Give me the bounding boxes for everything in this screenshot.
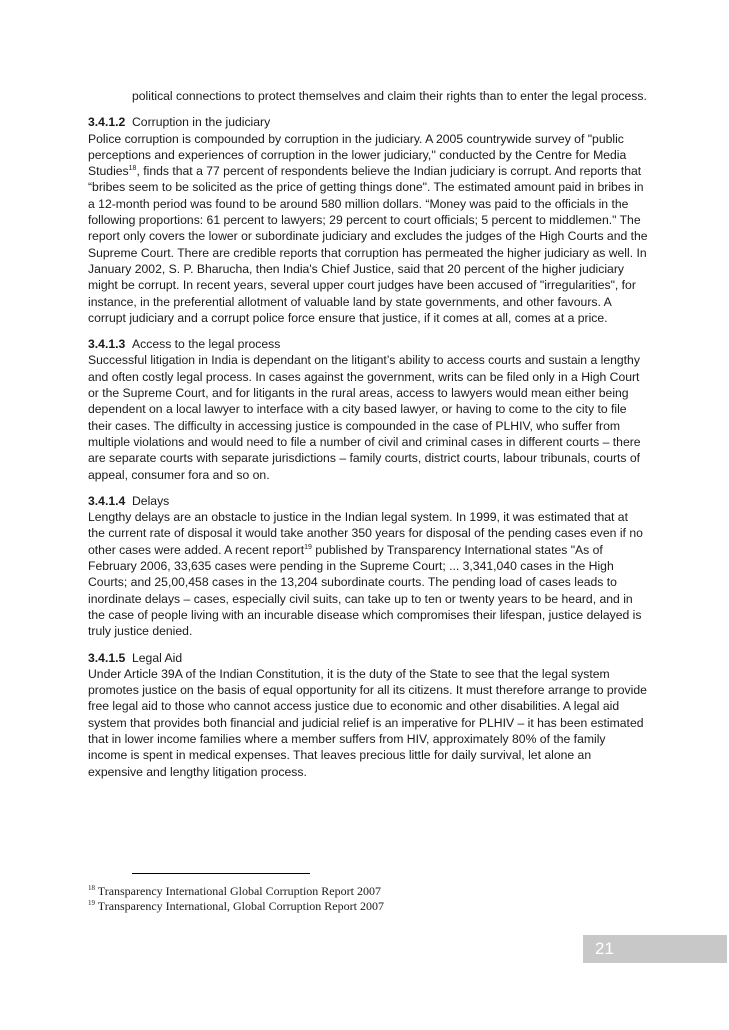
section-number: 3.4.1.2 — [88, 115, 126, 130]
paragraph-text: Police corruption is compounded by corruption in the judiciary. A 2005 countrywide survey of "public perceptions and experiences of corruption in the lower judiciary,'' conducted by the Centre for Media Studies — [88, 131, 627, 179]
section-paragraph — [88, 509, 648, 639]
section-number: 3.4.1.3 — [88, 337, 126, 352]
page-number: 21 — [595, 939, 614, 958]
section-heading — [88, 650, 648, 666]
section-title: Legal Aid — [132, 650, 183, 665]
page-number-box — [583, 935, 727, 963]
section-title: Access to the legal process — [132, 337, 281, 352]
footnote-item — [88, 884, 648, 899]
section-legal-aid — [88, 650, 648, 780]
section-title: Delays — [132, 493, 170, 508]
section-paragraph: Successful litigation in India is dependant on the litigant’s ability to access courts and sustain a lengthy and often costly legal process. In cases against the government, writs can be filed only in a High Court or the Supreme Court, and for litigants in the rural areas, access to lawyers would mean either being dependent on a local lawyer to interface with a city based lawyer, or having to come to the city to file their cases. The difficulty in accessing justice is compounded in the case of PLHIV, who suffer from multiple violations and would need to file a number of civil and criminal cases in different courts – there are separate courts with separate jurisdictions – family courts, district courts, labour tribunals, courts of appeal, consumer fora and so on. — [88, 353, 641, 482]
footnote-text: Transparency International, Global Corruption Report 2007 — [95, 899, 384, 913]
section-access-legal-process — [88, 336, 648, 483]
section-number: 3.4.1.5 — [88, 650, 126, 665]
footnotes — [88, 884, 648, 914]
intro-paragraph: political connections to protect themselves and claim their rights than to enter the legal process. — [132, 89, 647, 103]
section-heading — [88, 114, 648, 130]
footnote-ref[interactable]: 19 — [304, 543, 312, 551]
section-paragraph: Under Article 39A of the Indian Constitution, it is the duty of the State to see that the legal system promotes justice on the basis of equal opportunity for all its citizens. It must therefore arrange to provide free legal aid to those who cannot access justice due to economic and other disabilities. A legal aid system that provides both financial and judicial relief is an imperative for PLHIV – it has been estimated that in lower income families where a member suffers from HIV, approximately 80% of the family income is spent in medical expenses. That leaves precious little for daily survival, let alone an expensive and lengthy litigation process. — [88, 666, 647, 779]
section-delays — [88, 493, 648, 640]
section-paragraph — [88, 131, 648, 327]
section-corruption-judiciary — [88, 114, 648, 326]
section-heading — [88, 493, 648, 509]
footnote-divider — [132, 873, 310, 874]
section-title: Corruption in the judiciary — [132, 115, 271, 130]
footnote-item — [88, 899, 648, 914]
footnote-number: 18 — [88, 884, 95, 892]
footnote-text: Transparency International Global Corruption Report 2007 — [95, 884, 381, 898]
paragraph-text: Lengthy delays are an obstacle to justice in the Indian legal system. In 1999, it was estimated that at the current rate of disposal it would take another 350 years for disposal of the pending cases even if no other cases were added. A recent report — [88, 510, 643, 557]
paragraph-text: published by Transparency International states "As of February 2006, 33,635 cases were pending in the Supreme Court; ... 3,341,040 cases in the High Courts; and 25,00,458 cases in the 13,204 subordinate courts. The pending load of cases leads to inordinate delays – cases, especially civil suits, can take up to ten or twenty years to be heard, and in the case of people living with an incurable disease which compromises their lifespan, justice delayed is truly justice denied. — [88, 542, 642, 639]
section-heading — [88, 336, 648, 352]
paragraph-text: , finds that a 77 percent of respondents believe the Indian judiciary is corrupt. And reports that “bribes seem to be solicited as the price of getting things done". The estimated amount paid in bribes in a 12-month period was found to be around 580 million dollars. “Money was paid to the officials in the following proportions: 61 percent to lawyers; 29 percent to court officials; 5 percent to middlemen." The report only covers the lower or subordinate judiciary and excludes the judges of the High Courts and the Supreme Court. There are credible reports that corruption has permeated the higher judiciary as well. In January 2002, S. P. Bharucha, then India's Chief Justice, said that 20 percent of the higher judiciary might be corrupt. In recent years, several upper court judges have been accused of "irregularities", for instance, in the preferential allotment of valuable land by state governments, and other favours. A corrupt judiciary and a corrupt police force ensure that justice, if it comes at all, comes at a price. — [88, 164, 648, 325]
section-number: 3.4.1.4 — [88, 493, 126, 508]
footnote-number: 19 — [88, 899, 95, 907]
footnote-ref[interactable]: 18 — [128, 165, 137, 173]
body-text — [88, 88, 648, 780]
